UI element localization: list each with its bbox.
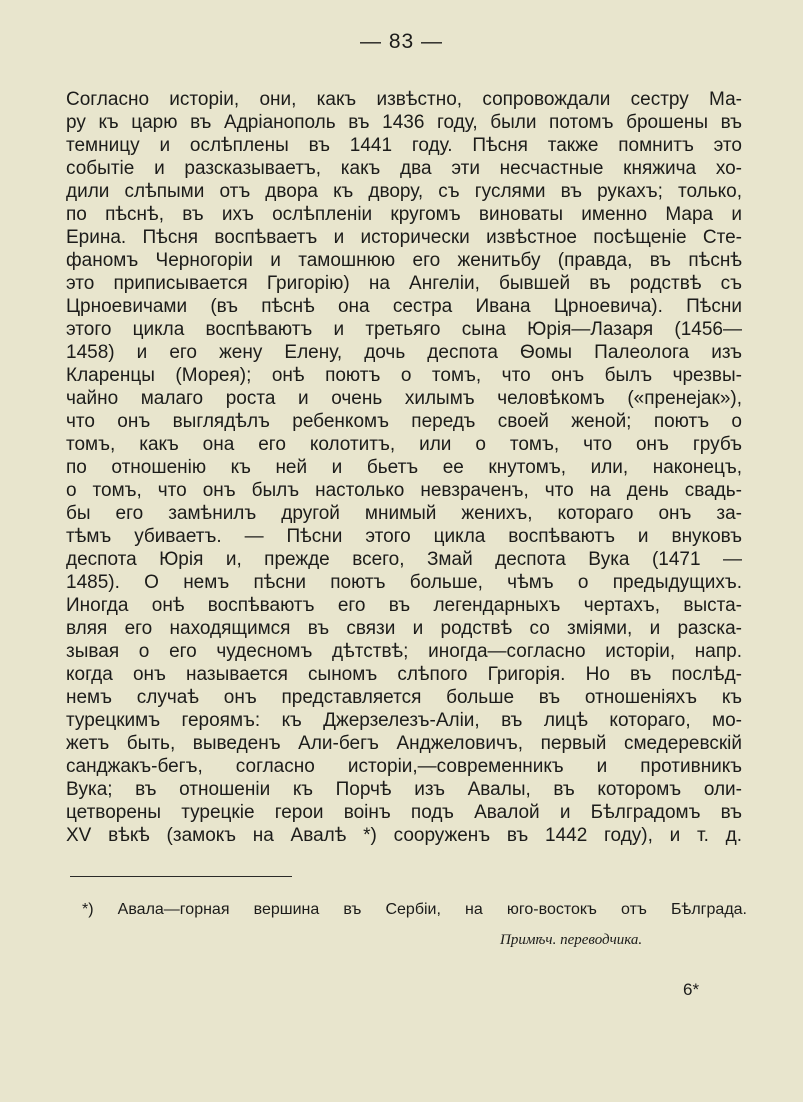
footnote-divider (70, 876, 292, 877)
text-line: турецкимъ героямъ: къ Джерзелезъ-Аліи, въ лицѣ котораго, мо- (66, 710, 742, 731)
text-line: вляя его находящимся въ связи и родствѣ со зміями, и разска- (66, 618, 742, 639)
text-line: цетворены турецкіе герои воінъ подъ Авалой и Бѣлградомъ въ (66, 802, 742, 823)
text-line: чайно малаго роста и очень хилымъ человѣкомъ («пренејак»), (66, 388, 742, 409)
text-line: 1485). О немъ пѣсни поютъ больше, чѣмъ о предыдущихъ. (66, 572, 742, 593)
page-number: — 83 — (359, 30, 444, 53)
text-line: немъ случаѣ онъ представляется больше въ отношеніяхъ къ (66, 687, 742, 708)
text-line: Ерина. Пѣсня воспѣваетъ и исторически извѣстное посѣщеніе Сте- (66, 227, 742, 248)
text-line: жетъ быть, выведенъ Али-бегъ Анджеловичъ, первый смедеревскій (66, 733, 742, 754)
text-line: этого цикла воспѣваютъ и третьяго сына Юрія—Лазаря (1456— (66, 319, 742, 340)
text-line: тѣмъ убиваетъ. — Пѣсни этого цикла воспѣваютъ и внуковъ (66, 526, 742, 547)
text-line: дили слѣпыми отъ двора къ двору, съ гуслями въ рукахъ; только, (66, 181, 742, 202)
text-line: когда онъ называется сыномъ слѣпого Григорія. Но въ послѣд- (66, 664, 742, 685)
text-line: деспота Юрія и, прежде всего, Змай деспота Вука (1471 — (66, 549, 742, 570)
text-line: ру къ царю въ Адріанополь въ 1436 году, были потомъ брошены въ (66, 112, 742, 133)
text-line: темницу и ослѣплены въ 1441 году. Пѣсня также помнитъ это (66, 135, 742, 156)
text-line: Согласно исторіи, они, какъ извѣстно, сопровождали сестру Ма- (66, 89, 742, 110)
body-text (66, 88, 742, 847)
footnote: *) Авала—горная вершина въ Сербіи, на юго-востокъ отъ Бѣлграда. (82, 901, 747, 918)
text-line: Црноевичами (въ пѣснѣ она сестра Ивана Црноевича). Пѣсни (66, 296, 742, 317)
text-line: бы его замѣнилъ другой мнимый женихъ, котораго онъ за- (66, 503, 742, 524)
printer-signature-mark: 6* (683, 980, 700, 999)
text-line: XV вѣкѣ (замокъ на Авалѣ *) сооруженъ въ 1442 году), и т. д. (66, 825, 742, 846)
text-line: Кларенцы (Морея); онѣ поютъ о томъ, что онъ былъ чрезвы- (66, 365, 742, 386)
footnote-attribution: Примѣч. переводчика. (500, 932, 643, 948)
text-line: фаномъ Черногоріи и тамошнюю его женитьбу (правда, въ пѣснѣ (66, 250, 742, 271)
text-line: о томъ, что онъ былъ настолько невзраченъ, что на день свадь- (66, 480, 742, 501)
text-line: что онъ выглядѣлъ ребенкомъ передъ своей женой; поютъ о (66, 411, 742, 432)
text-line: Иногда онѣ воспѣваютъ его въ легендарныхъ чертахъ, выста- (66, 595, 742, 616)
text-line: томъ, какъ она его колотитъ, или о томъ, что онъ грубъ (66, 434, 742, 455)
text-line: событіе и разсказываетъ, какъ два эти несчастные княжича хо- (66, 158, 742, 179)
text-line: по отношенію къ ней и бьетъ ее кнутомъ, или, наконецъ, (66, 457, 742, 478)
text-line: по пѣснѣ, въ ихъ ослѣпленіи кругомъ виноваты именно Мара и (66, 204, 742, 225)
text-line: Вука; въ отношеніи къ Порчѣ изъ Авалы, въ которомъ оли- (66, 779, 742, 800)
text-line: 1458) и его жену Елену, дочь деспота Ѳомы Палеолога изъ (66, 342, 742, 363)
text-line: это приписывается Григорію) на Ангеліи, бывшей въ родствѣ съ (66, 273, 742, 294)
text-line: зывая о его чудесномъ дѣтствѣ; иногда—согласно исторіи, напр. (66, 641, 742, 662)
text-line: санджакъ-бегъ, согласно исторіи,—современникъ и противникъ (66, 756, 742, 777)
